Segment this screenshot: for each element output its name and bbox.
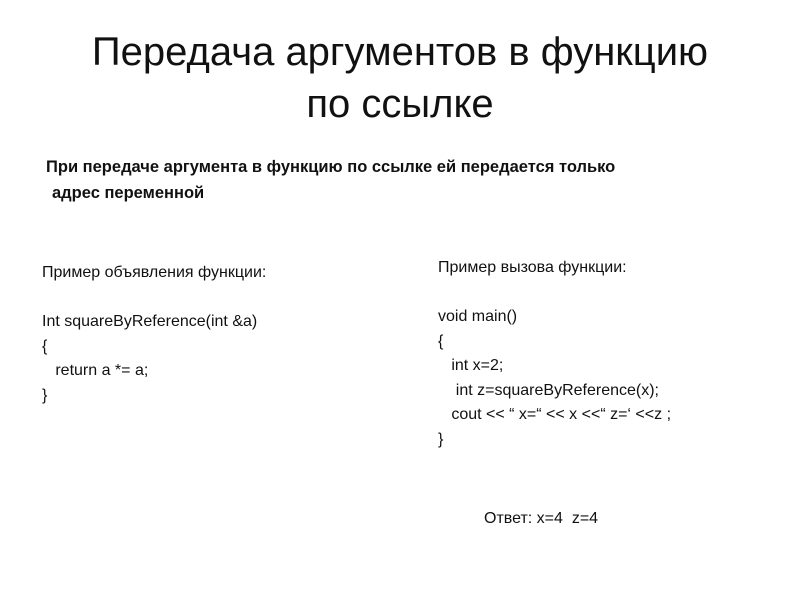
declaration-example: [42, 261, 382, 408]
slide-title-line2: по ссылке: [306, 82, 494, 126]
intro-line2: адрес переменной: [52, 184, 205, 202]
call-code-line: int z=squareByReference(x);: [438, 381, 659, 399]
call-example: [438, 256, 778, 452]
call-code-line: }: [438, 430, 444, 448]
call-code-line: void main(): [438, 308, 518, 325]
declaration-code-line: return a *= a;: [42, 362, 149, 379]
call-code-line: int x=2;: [438, 357, 504, 374]
declaration-code-line: }: [42, 386, 48, 404]
declaration-code-line: {: [42, 337, 48, 355]
call-heading: Пример вызова функции:: [438, 259, 627, 276]
answer-text: Ответ: x=4 z=4: [484, 510, 599, 527]
declaration-heading: Пример объявления функции:: [42, 264, 267, 281]
slide-title: [0, 26, 800, 130]
intro-text: [46, 154, 766, 206]
slide-title-line1: Передача аргументов в функцию: [91, 30, 709, 74]
declaration-code-line: Int squareByReference(int &a): [42, 313, 258, 330]
intro-line1: При передаче аргумента в функцию по ссылке ей передается только: [46, 158, 616, 176]
call-code-line: cout << “ x=“ << x <<“ z=‘ <<z ;: [438, 406, 672, 423]
call-code-line: {: [438, 332, 444, 350]
